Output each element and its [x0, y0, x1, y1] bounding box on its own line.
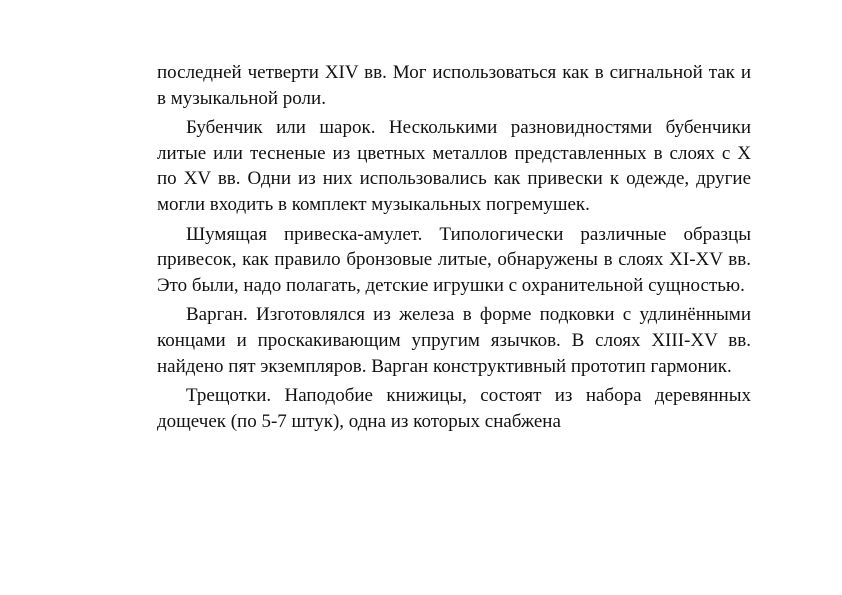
paragraph-jaw-harp: Варган. Изготовлялся из железа в форме подковки с удлинёнными концами и проскакивающим упругим язычков. В слоях XIII-XV вв. найдено пят экземпляров. Варган конструктивный прототип гармоник. [157, 304, 751, 377]
paragraph-rattle: Трещотки. Наподобие книжицы, состоят из набора деревянных дощечек (по 5-7 штук), одна из которых снабжена [157, 385, 751, 432]
paragraph-continuation: последней четверти XIV вв. Мог использоваться как в сигнальной так и в музыкальной роли. [157, 62, 751, 109]
paragraph-bell: Бубенчик или шарок. Несколькими разновидностями бубенчики литые или тесненые из цветных металлов представленных в слоях с Х по XV вв. Одни из них использовались как привески к одежде, другие могли входить в комплект музыкальных погремушек. [157, 117, 751, 215]
paragraph-amulet: Шумящая привеска-амулет. Типологически различные образцы привесок, как правило бронзовые литые, обнаружены в слоях XI-XV вв. Это были, надо полагать, детские игрушки с охранительной сущностью. [157, 223, 751, 296]
page-text [157, 60, 751, 438]
